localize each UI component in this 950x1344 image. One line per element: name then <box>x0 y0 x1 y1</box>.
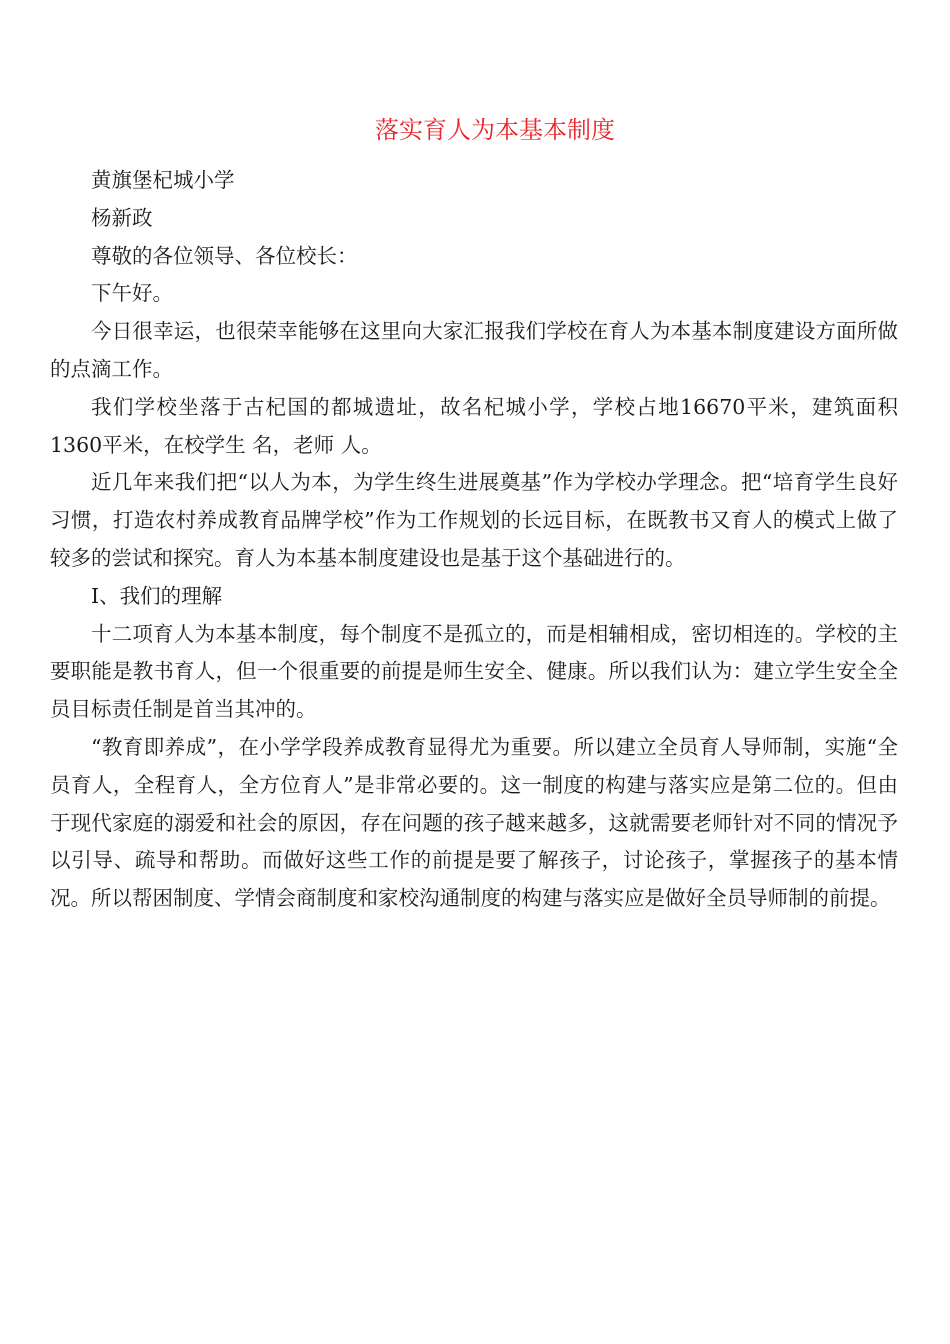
document-body <box>50 162 898 918</box>
paragraph: 今日很幸运，也很荣幸能够在这里向大家汇报我们学校在育人为本基本制度建设方面所做的点滴工作。 <box>50 319 898 381</box>
salutation: 尊敬的各位领导、各位校长： <box>91 243 358 268</box>
author-name: 杨新政 <box>91 205 153 230</box>
paragraph: 我们学校坐落于古杞国的都城遗址，故名杞城小学，学校占地16670平米，建筑面积1360平米，在校学生 名，老师 人。 <box>50 394 898 457</box>
document-title: 落实育人为本基本制度 <box>375 116 615 144</box>
paragraph: 十二项育人为本基本制度，每个制度不是孤立的，而是相辅相成，密切相连的。学校的主要职能是教书育人，但一个很重要的前提是师生安全、健康。所以我们认为：建立学生安全全员目标责任制是首当其冲的。 <box>50 621 898 722</box>
greeting: 下午好。 <box>91 281 173 306</box>
section-heading: I、我们的理解 <box>91 583 223 608</box>
school-name: 黄旗堡杞城小学 <box>91 168 235 192</box>
paragraph: 近几年来我们把“以人为本，为学生终生进展奠基”作为学校办学理念。把“培育学生良好习惯，打造农村养成教育品牌学校”作为工作规划的长远目标，在既教书又育人的模式上做了较多的尝试和探究。育人为本基本制度建设也是基于这个基础进行的。 <box>50 470 898 570</box>
paragraph: “教育即养成”，在小学学段养成教育显得尤为重要。所以建立全员育人导师制，实施“全员育人，全程育人，全方位育人”是非常必要的。这一制度的构建与落实应是第二位的。但由于现代家庭的溺爱和社会的原因，存在问题的孩子越来越多，这就需要老师针对不同的情况予以引导、疏导和帮助。而做好这些工作的前提是要了解孩子，讨论孩子，掌握孩子的基本情况。所以帮困制度、学情会商制度和家校沟通制度的构建与落实应是做好全员导师制的前提。 <box>50 734 898 911</box>
